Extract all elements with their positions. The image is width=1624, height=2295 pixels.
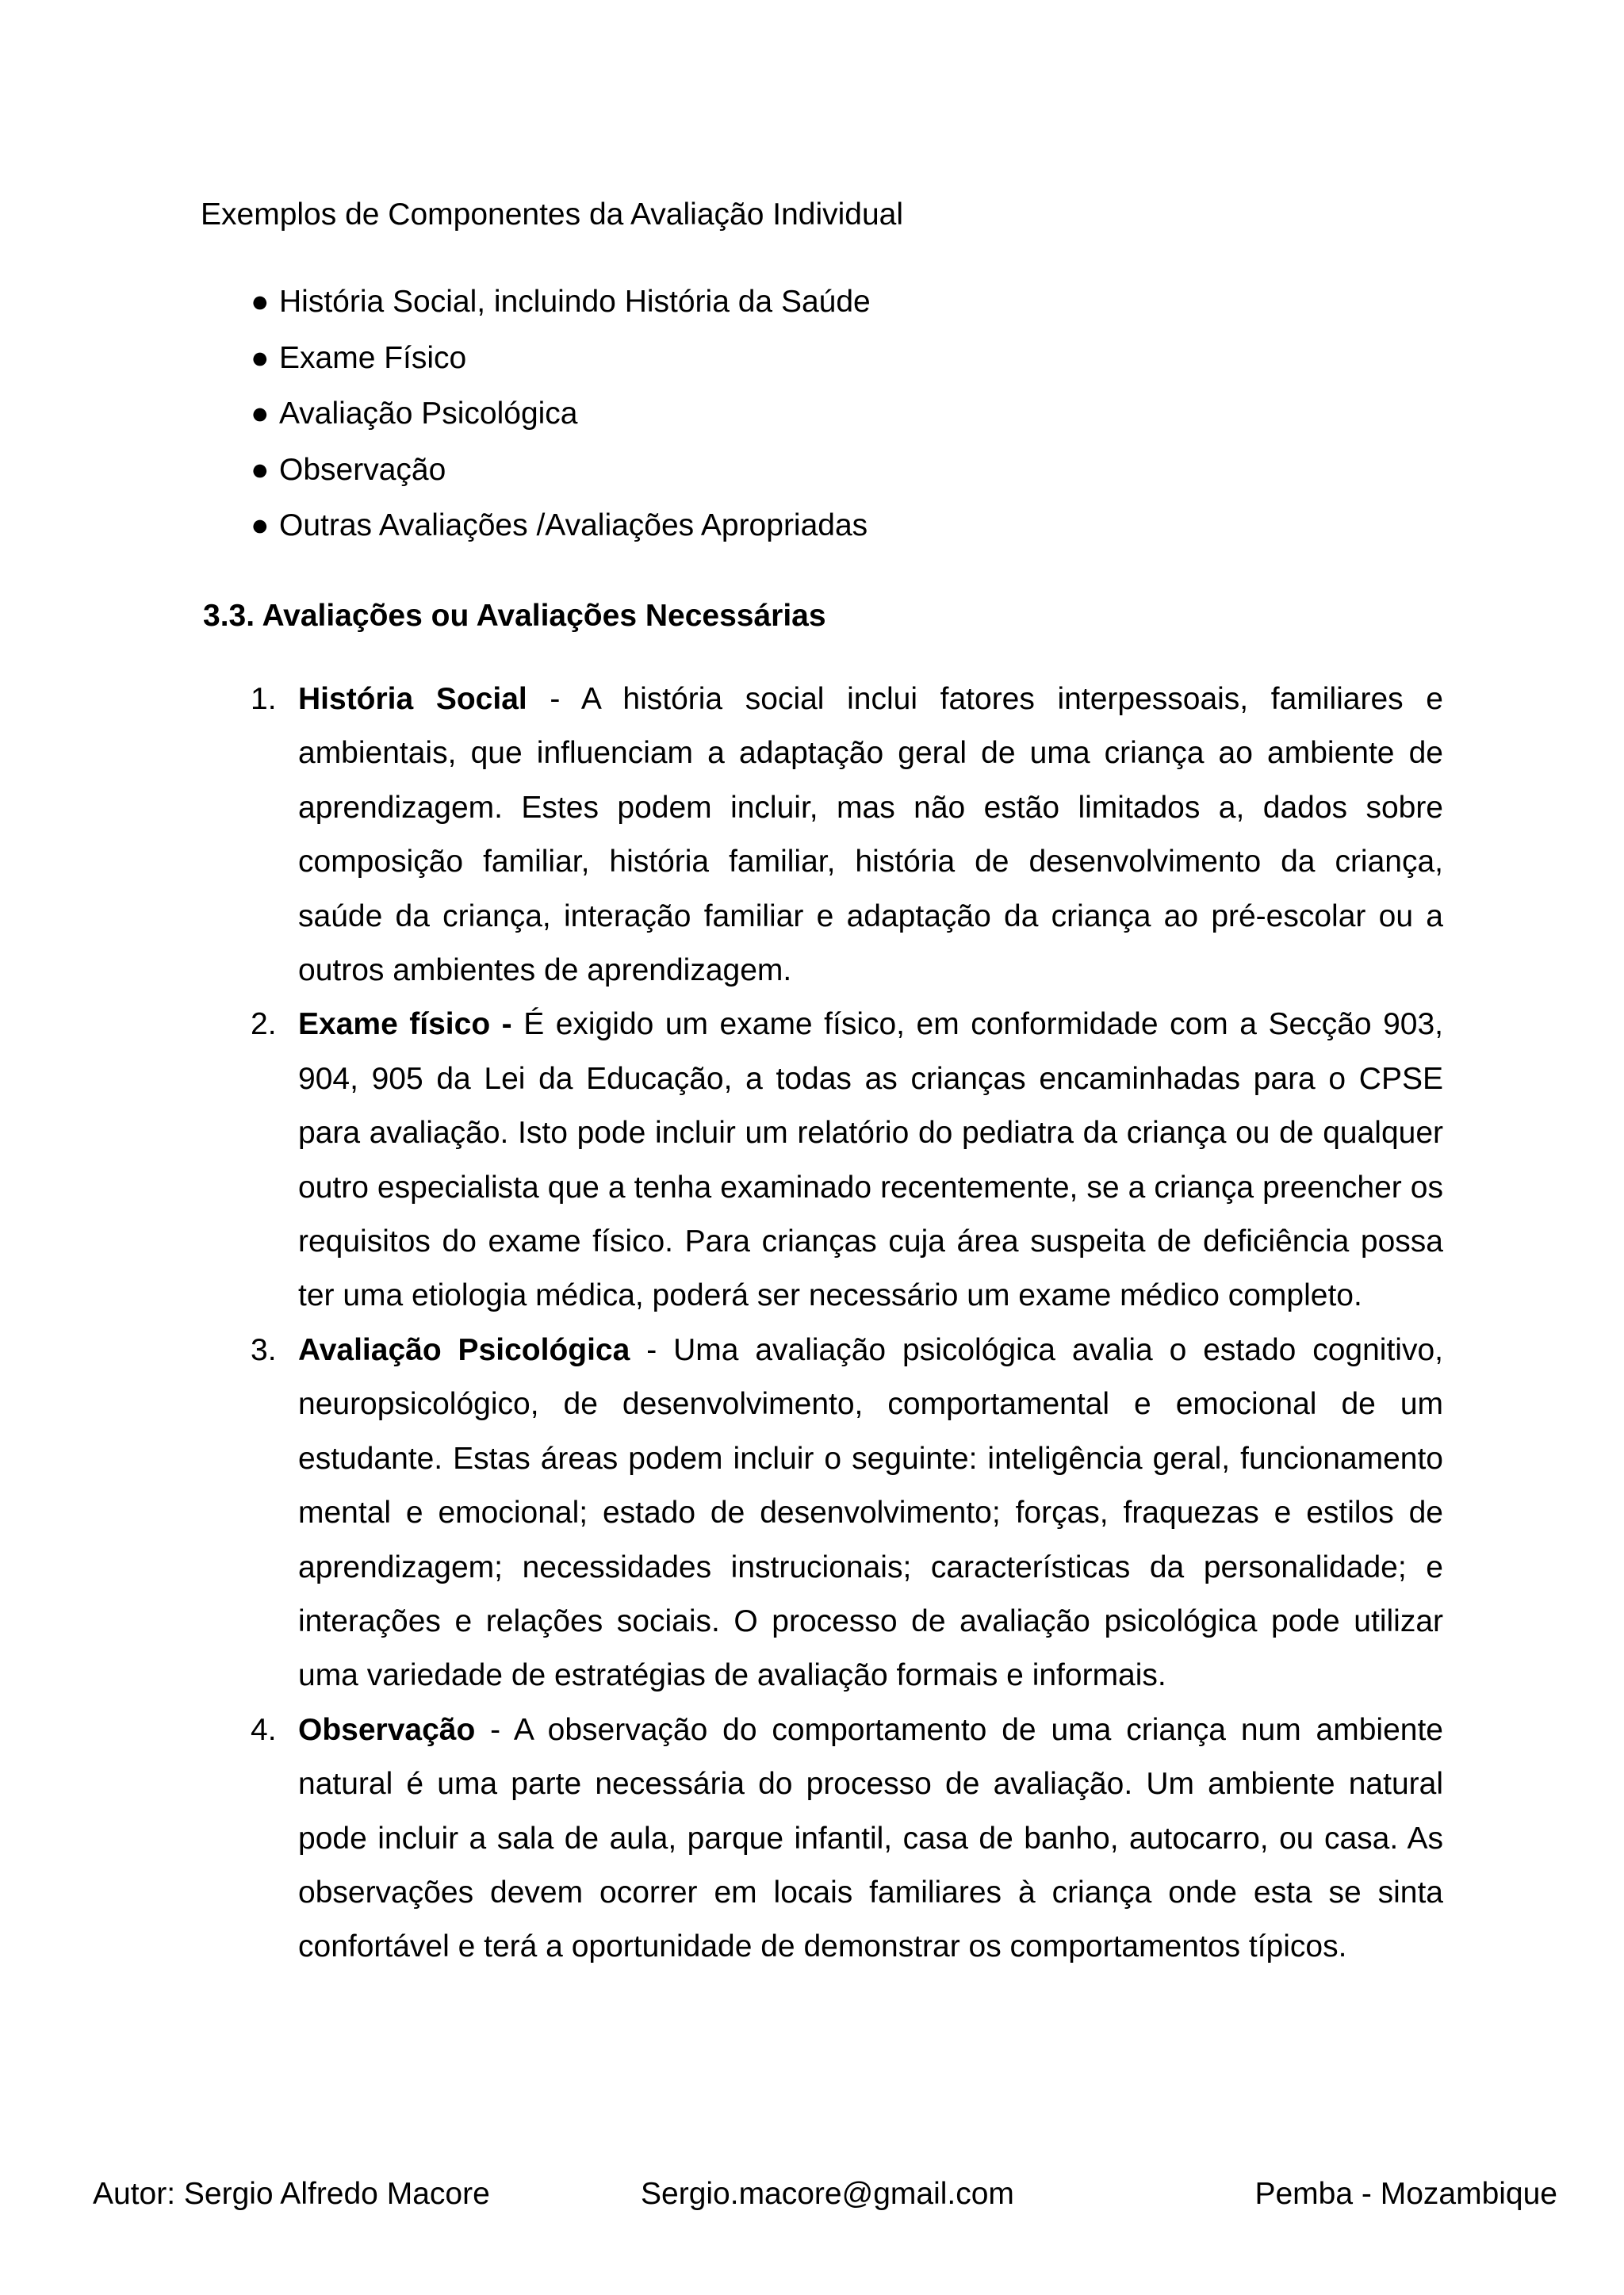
list-item — [251, 391, 871, 447]
list-item — [251, 503, 871, 559]
bullet-text: História Social, incluindo História da Saúde — [279, 285, 871, 319]
item-text: A observação do comportamento de uma criança num ambiente natural é uma parte necessária do processo de avaliação. Um ambiente natural pode incluir a sala de aula, parque infantil, casa de banho, autocarro, ou casa. As observações devem ocorrer em locais familiares à criança onde esta se sinta confortável e terá a oportunidade de demonstrar os comportamentos típicos. — [298, 1712, 1443, 1964]
bullet-icon: ● — [251, 508, 270, 542]
item-separator: - — [527, 682, 581, 716]
list-item-observation — [251, 1703, 1443, 1975]
section-heading: 3.3. Avaliações ou Avaliações Necessárias — [203, 599, 826, 633]
list-item — [251, 335, 871, 392]
item-title: Observação — [298, 1712, 476, 1747]
components-bullet-list — [251, 279, 871, 559]
item-text: É exigido um exame físico, em conformidade com a Secção 903, 904, 905 da Lei da Educação, a todas as crianças encaminhadas para o CPSE para avaliação. Isto pode incluir um relatório do pediatra da criança ou de qualquer outro especialista que a tenha examinado recentemente, se a criança preencher os requisitos do exame físico. Para crianças cuja área suspeita de deficiência possa ter uma etiologia médica, poderá ser necessário um exame médico completo. — [298, 1007, 1444, 1313]
bullet-text: Avaliação Psicológica — [279, 397, 578, 431]
bullet-icon: ● — [251, 452, 270, 487]
list-item-physical-exam — [251, 998, 1443, 1323]
footer-email: Sergio.macore@gmail.com — [641, 2177, 1014, 2211]
item-number: 3. — [251, 1332, 277, 1367]
item-separator: - — [475, 1712, 514, 1747]
assessment-numbered-list — [251, 672, 1443, 1975]
bullet-icon: ● — [251, 285, 270, 319]
item-title: Exame físico - — [298, 1007, 512, 1042]
item-title: Avaliação Psicológica — [298, 1332, 630, 1367]
list-item-social-history — [251, 672, 1443, 998]
footer-location: Pemba - Mozambique — [1254, 2177, 1557, 2211]
item-text: Uma avaliação psicológica avalia o estado cognitivo, neuropsicológico, de desenvolvimento, comportamental e emocional de um estudante. Estas áreas podem incluir o seguinte: inteligência geral, funcionamento mental e emocional; estado de desenvolvimento; forças, fraquezas e estilos de aprendizagem; necessidades instrucionais; características da personalidade; e interações e relações sociais. O processo de avaliação psicológica pode utilizar uma variedade de estratégias de avaliação formais e informais. — [298, 1332, 1443, 1693]
bullet-text: Observação — [279, 452, 446, 487]
item-text: A história social inclui fatores interpessoais, familiares e ambientais, que influenciam a adaptação geral de uma criança ao ambiente de aprendizagem. Estes podem incluir, mas não estão limitados a, dados sobre composição familiar, história familiar, história de desenvolvimento da criança, saúde da criança, interação familiar e adaptação da criança ao pré-escolar ou a outros ambientes de aprendizagem. — [298, 682, 1443, 988]
intro-title: Exemplos de Componentes da Avaliação Individual — [201, 197, 904, 232]
list-item — [251, 279, 871, 335]
list-item — [251, 447, 871, 504]
list-item-psychological-evaluation — [251, 1324, 1443, 1703]
item-number: 1. — [251, 682, 277, 716]
bullet-text: Outras Avaliações /Avaliações Apropriadas — [279, 508, 868, 542]
item-number: 2. — [251, 1007, 277, 1042]
item-separator — [512, 1007, 524, 1041]
footer-author: Autor: Sergio Alfredo Macore — [93, 2177, 490, 2211]
bullet-icon: ● — [251, 397, 270, 431]
item-separator: - — [630, 1332, 674, 1367]
item-number: 4. — [251, 1712, 277, 1747]
item-title: História Social — [298, 682, 527, 716]
bullet-icon: ● — [251, 340, 270, 375]
bullet-text: Exame Físico — [279, 340, 467, 375]
